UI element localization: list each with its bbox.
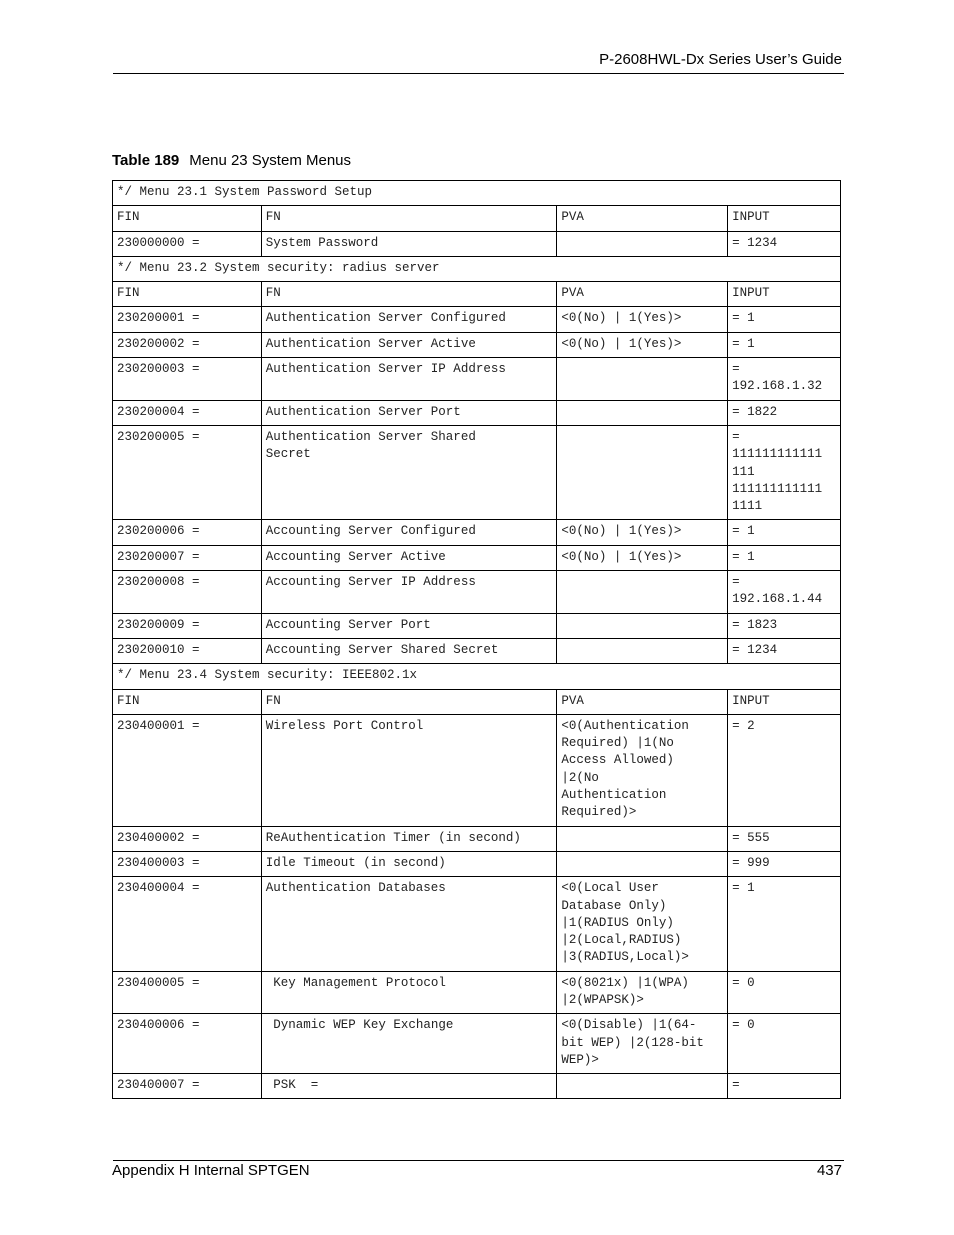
table-row <box>113 231 841 256</box>
cell-pva: <0(No) | 1(Yes)> <box>557 307 728 332</box>
cell-fin: 230200009 = <box>113 613 262 638</box>
cell-input: = 0 <box>728 971 841 1014</box>
cell-fn: Accounting Server IP Address <box>261 571 557 614</box>
cell-pva <box>557 358 728 401</box>
footer-divider <box>113 1160 844 1161</box>
cell-input: = 2 <box>728 714 841 826</box>
footer-section-title: Appendix H Internal SPTGEN <box>112 1162 310 1179</box>
table-row <box>113 851 841 876</box>
cell-fn: Authentication Server IP Address <box>261 358 557 401</box>
table-row <box>113 358 841 401</box>
section-title-row <box>113 181 841 206</box>
section-title-row <box>113 256 841 281</box>
menu-table <box>112 180 841 1099</box>
cell-fn: Authentication Server Active <box>261 332 557 357</box>
cell-pva: <0(Disable) |1(64- bit WEP) |2(128-bit WEP)> <box>557 1014 728 1074</box>
column-header-fin: FIN <box>113 689 262 714</box>
cell-input: = 192.168.1.32 <box>728 358 841 401</box>
column-header-fin: FIN <box>113 282 262 307</box>
cell-pva <box>557 613 728 638</box>
column-header-fn: FN <box>261 689 557 714</box>
cell-pva <box>557 851 728 876</box>
cell-input: = 0 <box>728 1014 841 1074</box>
cell-fn: Authentication Server Port <box>261 400 557 425</box>
cell-input: = 1234 <box>728 231 841 256</box>
cell-pva <box>557 638 728 663</box>
cell-fn: Authentication Databases <box>261 877 557 971</box>
cell-fin: 230200001 = <box>113 307 262 332</box>
cell-fin: 230200005 = <box>113 425 262 519</box>
cell-fn: Authentication Server Shared Secret <box>261 425 557 519</box>
menu-table-body <box>113 181 841 1099</box>
cell-input: = 1 <box>728 877 841 971</box>
cell-pva: <0(8021x) |1(WPA) |2(WPAPSK)> <box>557 971 728 1014</box>
table-row <box>113 545 841 570</box>
table-caption <box>112 152 351 169</box>
section-title: */ Menu 23.4 System security: IEEE802.1x <box>113 664 841 689</box>
cell-fin: 230200004 = <box>113 400 262 425</box>
column-header-fn: FN <box>261 206 557 231</box>
column-header-input: INPUT <box>728 282 841 307</box>
cell-fn: Accounting Server Shared Secret <box>261 638 557 663</box>
cell-fin: 230400003 = <box>113 851 262 876</box>
table-row <box>113 332 841 357</box>
cell-fin: 230200010 = <box>113 638 262 663</box>
cell-input: = 1823 <box>728 613 841 638</box>
table-row <box>113 307 841 332</box>
cell-fn: System Password <box>261 231 557 256</box>
table-row <box>113 1074 841 1099</box>
column-header-pva: PVA <box>557 689 728 714</box>
table-row <box>113 613 841 638</box>
cell-pva <box>557 826 728 851</box>
column-header-input: INPUT <box>728 206 841 231</box>
column-header-row <box>113 282 841 307</box>
cell-pva: <0(Local User Database Only) |1(RADIUS Only) |2(Local,RADIUS) |3(RADIUS,Local)> <box>557 877 728 971</box>
column-header-pva: PVA <box>557 282 728 307</box>
running-header-title: P-2608HWL-Dx Series User’s Guide <box>599 51 842 68</box>
cell-input: = 1 <box>728 332 841 357</box>
cell-input: = 555 <box>728 826 841 851</box>
cell-fin: 230400007 = <box>113 1074 262 1099</box>
page-number: 437 <box>816 1162 842 1179</box>
table-number: Table 189 <box>112 152 180 169</box>
cell-fn: Idle Timeout (in second) <box>261 851 557 876</box>
cell-pva <box>557 425 728 519</box>
cell-input: = 111111111111 111 111111111111 1111 <box>728 425 841 519</box>
cell-fin: 230200002 = <box>113 332 262 357</box>
cell-fn: Key Management Protocol <box>261 971 557 1014</box>
table-row <box>113 638 841 663</box>
section-title: */ Menu 23.1 System Password Setup <box>113 181 841 206</box>
column-header-pva: PVA <box>557 206 728 231</box>
cell-input: = 192.168.1.44 <box>728 571 841 614</box>
table-row <box>113 400 841 425</box>
cell-pva <box>557 1074 728 1099</box>
cell-pva: <0(No) | 1(Yes)> <box>557 520 728 545</box>
cell-fin: 230200003 = <box>113 358 262 401</box>
section-title-row <box>113 664 841 689</box>
cell-input: = 1234 <box>728 638 841 663</box>
cell-input: = 1 <box>728 307 841 332</box>
cell-fn: Accounting Server Active <box>261 545 557 570</box>
table-row <box>113 1014 841 1074</box>
table-row <box>113 826 841 851</box>
cell-fin: 230200006 = <box>113 520 262 545</box>
cell-fn: Authentication Server Configured <box>261 307 557 332</box>
cell-input: = 999 <box>728 851 841 876</box>
cell-fin: 230200007 = <box>113 545 262 570</box>
table-row <box>113 714 841 826</box>
cell-fin: 230400004 = <box>113 877 262 971</box>
section-title: */ Menu 23.2 System security: radius server <box>113 256 841 281</box>
cell-pva: <0(No) | 1(Yes)> <box>557 545 728 570</box>
cell-fin: 230000000 = <box>113 231 262 256</box>
cell-input: = 1 <box>728 545 841 570</box>
table-row <box>113 571 841 614</box>
column-header-row <box>113 206 841 231</box>
table-row <box>113 971 841 1014</box>
cell-input: = 1 <box>728 520 841 545</box>
cell-pva <box>557 400 728 425</box>
column-header-fin: FIN <box>113 206 262 231</box>
header-divider <box>113 73 844 74</box>
cell-pva: <0(No) | 1(Yes)> <box>557 332 728 357</box>
cell-input: = 1822 <box>728 400 841 425</box>
column-header-input: INPUT <box>728 689 841 714</box>
table-row <box>113 425 841 519</box>
table-row <box>113 520 841 545</box>
cell-pva <box>557 571 728 614</box>
cell-fn: Dynamic WEP Key Exchange <box>261 1014 557 1074</box>
column-header-row <box>113 689 841 714</box>
cell-fin: 230400002 = <box>113 826 262 851</box>
cell-fn: ReAuthentication Timer (in second) <box>261 826 557 851</box>
cell-input: = <box>728 1074 841 1099</box>
column-header-fn: FN <box>261 282 557 307</box>
cell-fn: PSK = <box>261 1074 557 1099</box>
cell-fin: 230400001 = <box>113 714 262 826</box>
cell-fn: Accounting Server Port <box>261 613 557 638</box>
cell-pva: <0(Authentication Required) |1(No Access Allowed) |2(No Authentication Required)> <box>557 714 728 826</box>
cell-fin: 230400006 = <box>113 1014 262 1074</box>
cell-fin: 230400005 = <box>113 971 262 1014</box>
table-title: Menu 23 System Menus <box>189 152 352 169</box>
cell-fn: Wireless Port Control <box>261 714 557 826</box>
cell-pva <box>557 231 728 256</box>
table-row <box>113 877 841 971</box>
cell-fin: 230200008 = <box>113 571 262 614</box>
cell-fn: Accounting Server Configured <box>261 520 557 545</box>
